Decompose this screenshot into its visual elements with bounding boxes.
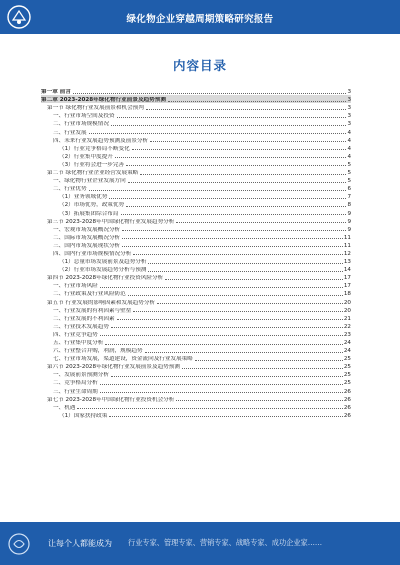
toc-entry-label: （1）行业竞争格局不断变化 [59,145,130,152]
page-footer [0,522,400,565]
toc-entry-page: 4 [347,153,351,160]
toc-entry-label: （2）行业市场发展趋势分析与预测 [59,267,147,274]
toc-entry[interactable] [41,127,351,135]
toc-entry-label: （1）业务领域优势 [59,194,108,201]
toc-leader-dots [128,181,347,183]
toc-entry-label: 四、未来行业发展趋势预测及前景分析 [53,137,149,144]
toc-entry-label: 第五节 行业发展的影响因素和发展趋势分析 [47,299,156,306]
toc-leader-dots [111,124,346,126]
toc-entry-label: （2）行业集中度提升 [59,153,113,160]
toc-entry-page: 3 [347,105,351,112]
toc-entry-label: 第七节 2023-2028年中国绿化物行业投资机会分析 [47,396,175,403]
toc-entry-page: 23 [343,331,351,338]
toc-entry[interactable] [41,95,351,103]
toc-leader-dots [105,343,343,345]
toc-entry-page: 20 [343,299,351,306]
toc-entry[interactable] [41,249,351,257]
toc-entry[interactable] [41,330,351,338]
toc-leader-dots [117,116,347,118]
toc-entry-page: 11 [343,234,351,241]
toc-entry-page: 17 [343,275,351,282]
toc-entry[interactable] [41,314,351,322]
toc-leader-dots [100,383,343,385]
toc-leader-dots [109,415,343,417]
toc-entry[interactable] [41,395,351,403]
toc-entry-label: （2）市场优势，政策优势 [59,202,125,209]
toc-entry-page: 24 [343,348,351,355]
toc-entry-label: 一、发展前景预测分析 [53,372,109,379]
toc-leader-dots [176,399,343,401]
toc-entry-label: 第二节 绿化物行业企业经营发展策略 [47,170,139,177]
toc-entry[interactable] [41,87,351,95]
toc-leader-dots [89,132,347,134]
footer-roles: 行业专家、管理专家、营销专家、战略专家、成功企业家…… [128,538,323,547]
toc-entry-label: 五、行业集中度分析 [53,340,104,346]
toc-entry[interactable] [41,111,351,119]
toc-entry-label: 一、机遇 [53,404,76,411]
toc-entry-page: 13 [343,259,351,266]
toc-entry-page: 11 [343,242,351,249]
footer-slogan: 让每个人都能成为 [48,539,112,548]
toc-leader-dots [111,326,343,328]
toc-entry-label: 六、行业整合并购，利润，规模趋势 [53,348,143,355]
toc-entry[interactable] [41,208,351,216]
toc-entry-page: 12 [343,250,351,257]
toc-entry-page: 21 [343,315,351,322]
toc-entry-label: 三、行业发展 [53,129,87,136]
toc-entry[interactable] [41,306,351,314]
toc-leader-dots [133,253,343,255]
toc-entry[interactable] [41,136,351,144]
toc-leader-dots [122,237,343,239]
toc-entry-page: 26 [343,388,351,395]
toc-entry[interactable] [41,338,351,346]
toc-entry-label: （3）拓展集团综合布局 [59,210,119,217]
toc-entry[interactable] [41,370,351,378]
toc-entry[interactable] [41,322,351,330]
toc-entry-page: 5 [347,161,351,168]
toc-entry-label: （1）总量市场发展前景及趋势分析 [59,259,147,266]
toc-entry-page: 6 [347,186,351,193]
toc-entry-page: 22 [343,323,351,330]
toc-entry-page: 9 [347,218,351,225]
toc-entry-label: 二、行业政策及行业风险防范 [53,291,126,298]
toc-entry-page: 8 [347,202,351,209]
toc-entry[interactable] [41,411,351,419]
report-title: 绿化物企业穿越周期策略研究报告 [126,14,274,25]
toc-leader-dots [126,164,346,166]
toc-entry[interactable] [41,200,351,208]
toc-entry-label: 四、国内行业市场规模情况分析 [53,250,132,257]
toc-leader-dots [115,156,347,158]
toc-entry-label: 一、绿化物行业企业发展方向 [53,178,126,185]
toc-entry-label: 三、行业技术发展趋势 [53,323,109,330]
toc-entry-label: 第四节 2023-2028年绿化物行业投资风险分析 [47,275,164,282]
toc-entry-label: （1）国家扶持政策 [59,412,108,419]
toc-leader-dots [100,286,343,288]
toc-entry[interactable] [41,346,351,354]
toc-entry-label: （3）行业将会进一步完善 [59,161,125,168]
toc-entry[interactable] [41,403,351,411]
toc-entry-label: 第一章 前言 [41,89,71,96]
toc-leader-dots [132,148,347,150]
toc-entry[interactable] [41,297,351,305]
toc-entry-label: 二、行业优势 [53,186,87,193]
toc-leader-dots [148,270,342,272]
toc-entry[interactable] [41,281,351,289]
toc-leader-dots [195,359,343,361]
toc-entry-label: 二、行业发展的不利因素 [53,315,115,322]
toc-leader-dots [146,108,347,110]
toc-entry-page: 14 [343,267,351,274]
toc-leader-dots [122,245,343,247]
toc-entry[interactable] [41,144,351,152]
toc-entry-page: 4 [347,145,351,152]
toc-entry-label: 三、国内市场发展现状分析 [53,242,121,249]
toc-leader-dots [122,229,346,231]
toc-entry-label: 第三节 2023-2028年中国绿化物行业发展趋势分析 [47,218,175,225]
toc-entry-label: 二、国际市场发展概况分析 [53,234,121,241]
toc-entry[interactable] [41,192,351,200]
toc-entry-label: 二、竞争格局分析 [53,380,98,387]
toc-entry[interactable] [41,289,351,297]
toc-leader-dots [111,375,343,377]
toc-leader-dots [126,205,346,207]
toc-entry[interactable] [41,386,351,394]
toc-leader-dots [89,189,347,191]
toc-entry-page: 9 [347,210,351,217]
toc-entry-label: 四、行业竞争趋势 [53,331,98,338]
toc-entry-page: 18 [343,291,351,298]
toc-leader-dots [150,140,346,142]
toc-entry-page: 25 [343,380,351,387]
toc-entry-page: 3 [347,89,351,96]
toc-entry[interactable] [41,273,351,281]
page-header [0,0,400,34]
toc-entry-label: 三、行业生命周期 [53,388,98,395]
toc-entry[interactable] [41,217,351,225]
toc-entry[interactable] [41,184,351,192]
toc-entry[interactable] [41,152,351,160]
toc-leader-dots [176,221,346,223]
toc-entry-label: 一、宏观市场发展概况分析 [53,226,121,233]
toc-entry-page: 4 [347,129,351,136]
toc-leader-dots [73,92,347,94]
toc-leader-dots [121,213,347,215]
toc-entry-page: 20 [343,307,351,314]
toc-leader-dots [168,100,347,102]
toc-leader-dots [109,197,346,199]
toc-entry[interactable] [41,354,351,362]
toc-entry-page: 17 [343,283,351,290]
toc-entry[interactable] [41,265,351,273]
toc-heading: 内容目录 [172,58,227,73]
toc-entry[interactable] [41,233,351,241]
toc-entry-label: 一、行业市场风险 [53,283,98,290]
toc-entry-page: 26 [343,404,351,411]
toc-entry-label: 一、行业市场空间及投资 [53,113,115,120]
toc-entry[interactable] [41,362,351,370]
toc-entry[interactable] [41,160,351,168]
toc-leader-dots [117,318,343,320]
toc-entry[interactable] [41,103,351,111]
toc-entry-page: 26 [343,412,351,419]
toc-leader-dots [182,367,343,369]
toc-entry-label: 第二章 2023-2028年绿化物行业前景及趋势预测 [41,97,166,104]
toc-entry[interactable] [41,257,351,265]
toc-entry-page: 4 [347,137,351,144]
toc-leader-dots [145,351,343,353]
toc-entry[interactable] [41,225,351,233]
toc-entry-page: 3 [347,97,351,104]
toc-entry-label: 第六节 2023-2028年绿化物行业发展前景及趋势预测 [47,364,180,371]
toc-leader-dots [140,173,346,175]
toc-leader-dots [165,278,343,280]
toc-entry-page: 3 [347,113,351,120]
toc-leader-dots [133,310,343,312]
toc-entry[interactable] [41,168,351,176]
toc-entry-page: 5 [347,178,351,185]
table-of-contents [41,87,351,419]
toc-leader-dots [100,391,343,393]
footer-logo-icon [6,531,32,557]
toc-leader-dots [100,334,343,336]
toc-leader-dots [128,294,343,296]
toc-entry[interactable] [41,176,351,184]
toc-entry[interactable] [41,119,351,127]
toc-entry-page: 7 [347,194,351,201]
toc-entry-page: 25 [343,364,351,371]
toc-entry-page: 24 [343,340,351,346]
toc-entry-page: 3 [347,121,351,128]
toc-entry-label: 一、行业发展的有利因素与壁垒 [53,307,132,314]
toc-leader-dots [77,407,342,409]
toc-entry-label: 七、行业市场发展，渠道建设，资金流向及行业发展策略 [53,356,193,363]
toc-entry-label: 二、行业市场规模情况 [53,121,109,128]
toc-leader-dots [157,302,343,304]
toc-entry[interactable] [41,378,351,386]
toc-entry-label: 第一节 绿化物行业发展前景和机会预判 [47,105,144,112]
toc-entry[interactable] [41,241,351,249]
toc-entry-page: 25 [343,372,351,379]
toc-entry-page: 5 [347,170,351,177]
toc-entry-page: 26 [343,396,351,403]
toc-entry-page: 25 [343,356,351,363]
toc-leader-dots [148,262,342,264]
toc-entry-page: 9 [347,226,351,233]
